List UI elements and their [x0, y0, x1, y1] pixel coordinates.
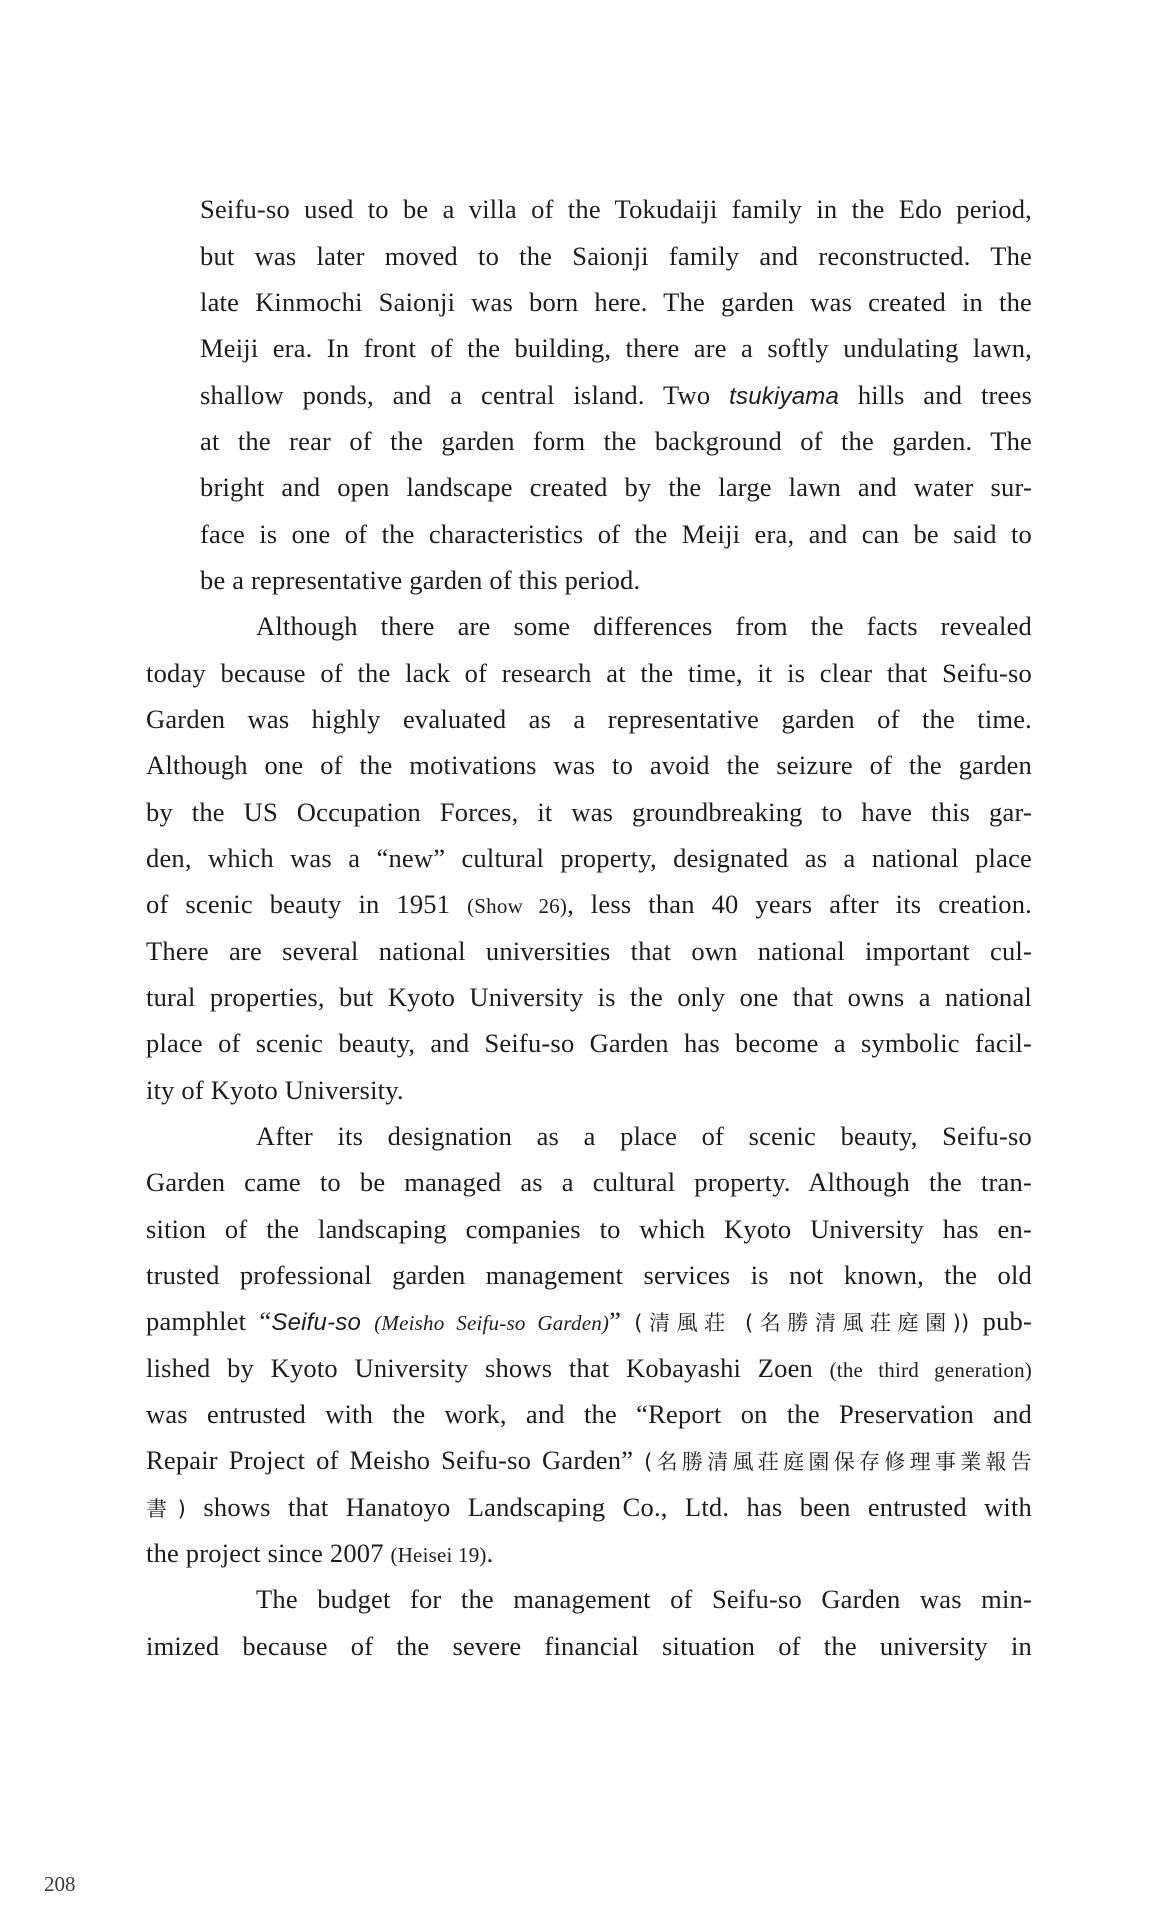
paragraph2-line-6: lished by Kyoto University shows that Kobayashi Zoen (the third generation)	[146, 1353, 1032, 1383]
block-line-3: late Kinmochi Saionji was born here. The garden was created in the	[200, 287, 1032, 317]
block-line-5: shallow ponds, and a central island. Two tsukiyama hills and trees	[200, 380, 1032, 410]
block-line-4: Meiji era. In front of the building, there are a softly undulating lawn,	[200, 333, 1032, 363]
block-line-7: bright and open landscape created by the large lawn and water sur-	[200, 472, 1032, 502]
paragraph1-line-6: den, which was a “new” cultural property, designated as a national place	[146, 843, 1032, 873]
paragraph2-line-9: 書) shows that Hanatoyo Landscaping Co., Ltd. has been entrusted with	[146, 1492, 1032, 1522]
page-number: 208	[44, 1872, 76, 1896]
paragraph3-line-2: imized because of the severe financial situation of the university in	[146, 1631, 1032, 1661]
paragraph2-line-10: the project since 2007 (Heisei 19).	[146, 1538, 494, 1568]
era-note-heisei: (Heisei 19)	[390, 1543, 487, 1567]
paragraph1-line-1: Although there are some differences from the facts revealed	[256, 611, 1032, 641]
block-line-8: face is one of the characteristics of the Meiji era, and can be said to	[200, 519, 1032, 549]
paragraph1-line-7: of scenic beauty in 1951 (Show 26), less than 40 years after its creation.	[146, 889, 1032, 919]
paragraph1-line-8: There are several national universities that own national important cul-	[146, 936, 1032, 966]
term-tsukiyama: tsukiyama	[729, 383, 840, 410]
paragraph1-line-2: today because of the lack of research at the time, it is clear that Seifu-so	[146, 658, 1032, 688]
paragraph2-line-3: sition of the landscaping companies to which Kyoto University has en-	[146, 1214, 1032, 1244]
report-japanese-title: (名勝清風荘庭園保存修理事業報告	[644, 1450, 1032, 1474]
paragraph2-line-4: trusted professional garden management services is not known, the old	[146, 1260, 1032, 1290]
paragraph2-line-7: was entrusted with the work, and the “Report on the Preservation and	[146, 1399, 1032, 1429]
era-note-show: (Show 26)	[467, 894, 568, 918]
paragraph3-line-1: The budget for the management of Seifu-so Garden was min-	[256, 1584, 1032, 1614]
paragraph1-line-9: tural properties, but Kyoto University is the only one that owns a national	[146, 982, 1032, 1012]
paragraph2-line-2: Garden came to be managed as a cultural property. Although the tran-	[146, 1167, 1032, 1197]
paragraph1-line-10: place of scenic beauty, and Seifu-so Garden has become a symbolic facil-	[146, 1028, 1032, 1058]
block-line-6: at the rear of the garden form the background of the garden. The	[200, 426, 1032, 456]
block-line-9: be a representative garden of this period.	[200, 565, 641, 595]
paragraph2-line-1: After its designation as a place of scenic beauty, Seifu-so	[256, 1121, 1032, 1151]
block-line-2: but was later moved to the Saionji family and reconstructed. The	[200, 241, 1032, 271]
paragraph2-line-8: Repair Project of Meisho Seifu-so Garden” (名勝清風荘庭園保存修理事業報告	[146, 1445, 1032, 1475]
report-japanese-title-end: 書)	[146, 1497, 187, 1521]
pamphlet-title: Seifu-so	[271, 1309, 362, 1336]
paragraph1-line-4: Although one of the motivations was to avoid the seizure of the garden	[146, 750, 1032, 780]
paragraph1-line-5: by the US Occupation Forces, it was groundbreaking to have this gar-	[146, 797, 1032, 827]
paragraph2-line-5: pamphlet “Seifu-so (Meisho Seifu-so Garden)” (清風荘 (名勝清風荘庭園)) pub-	[146, 1306, 1033, 1336]
pamphlet-subtitle: (Meisho Seifu-so Garden)	[374, 1311, 610, 1335]
block-line-1: Seifu-so used to be a villa of the Tokudaiji family in the Edo period,	[200, 194, 1032, 224]
paragraph1-line-11: ity of Kyoto University.	[146, 1075, 404, 1105]
pamphlet-japanese-title: (清風荘 (名勝清風荘庭園))	[634, 1311, 970, 1335]
generation-note: (the third generation)	[829, 1358, 1032, 1382]
paragraph1-line-3: Garden was highly evaluated as a representative garden of the time.	[146, 704, 1032, 734]
